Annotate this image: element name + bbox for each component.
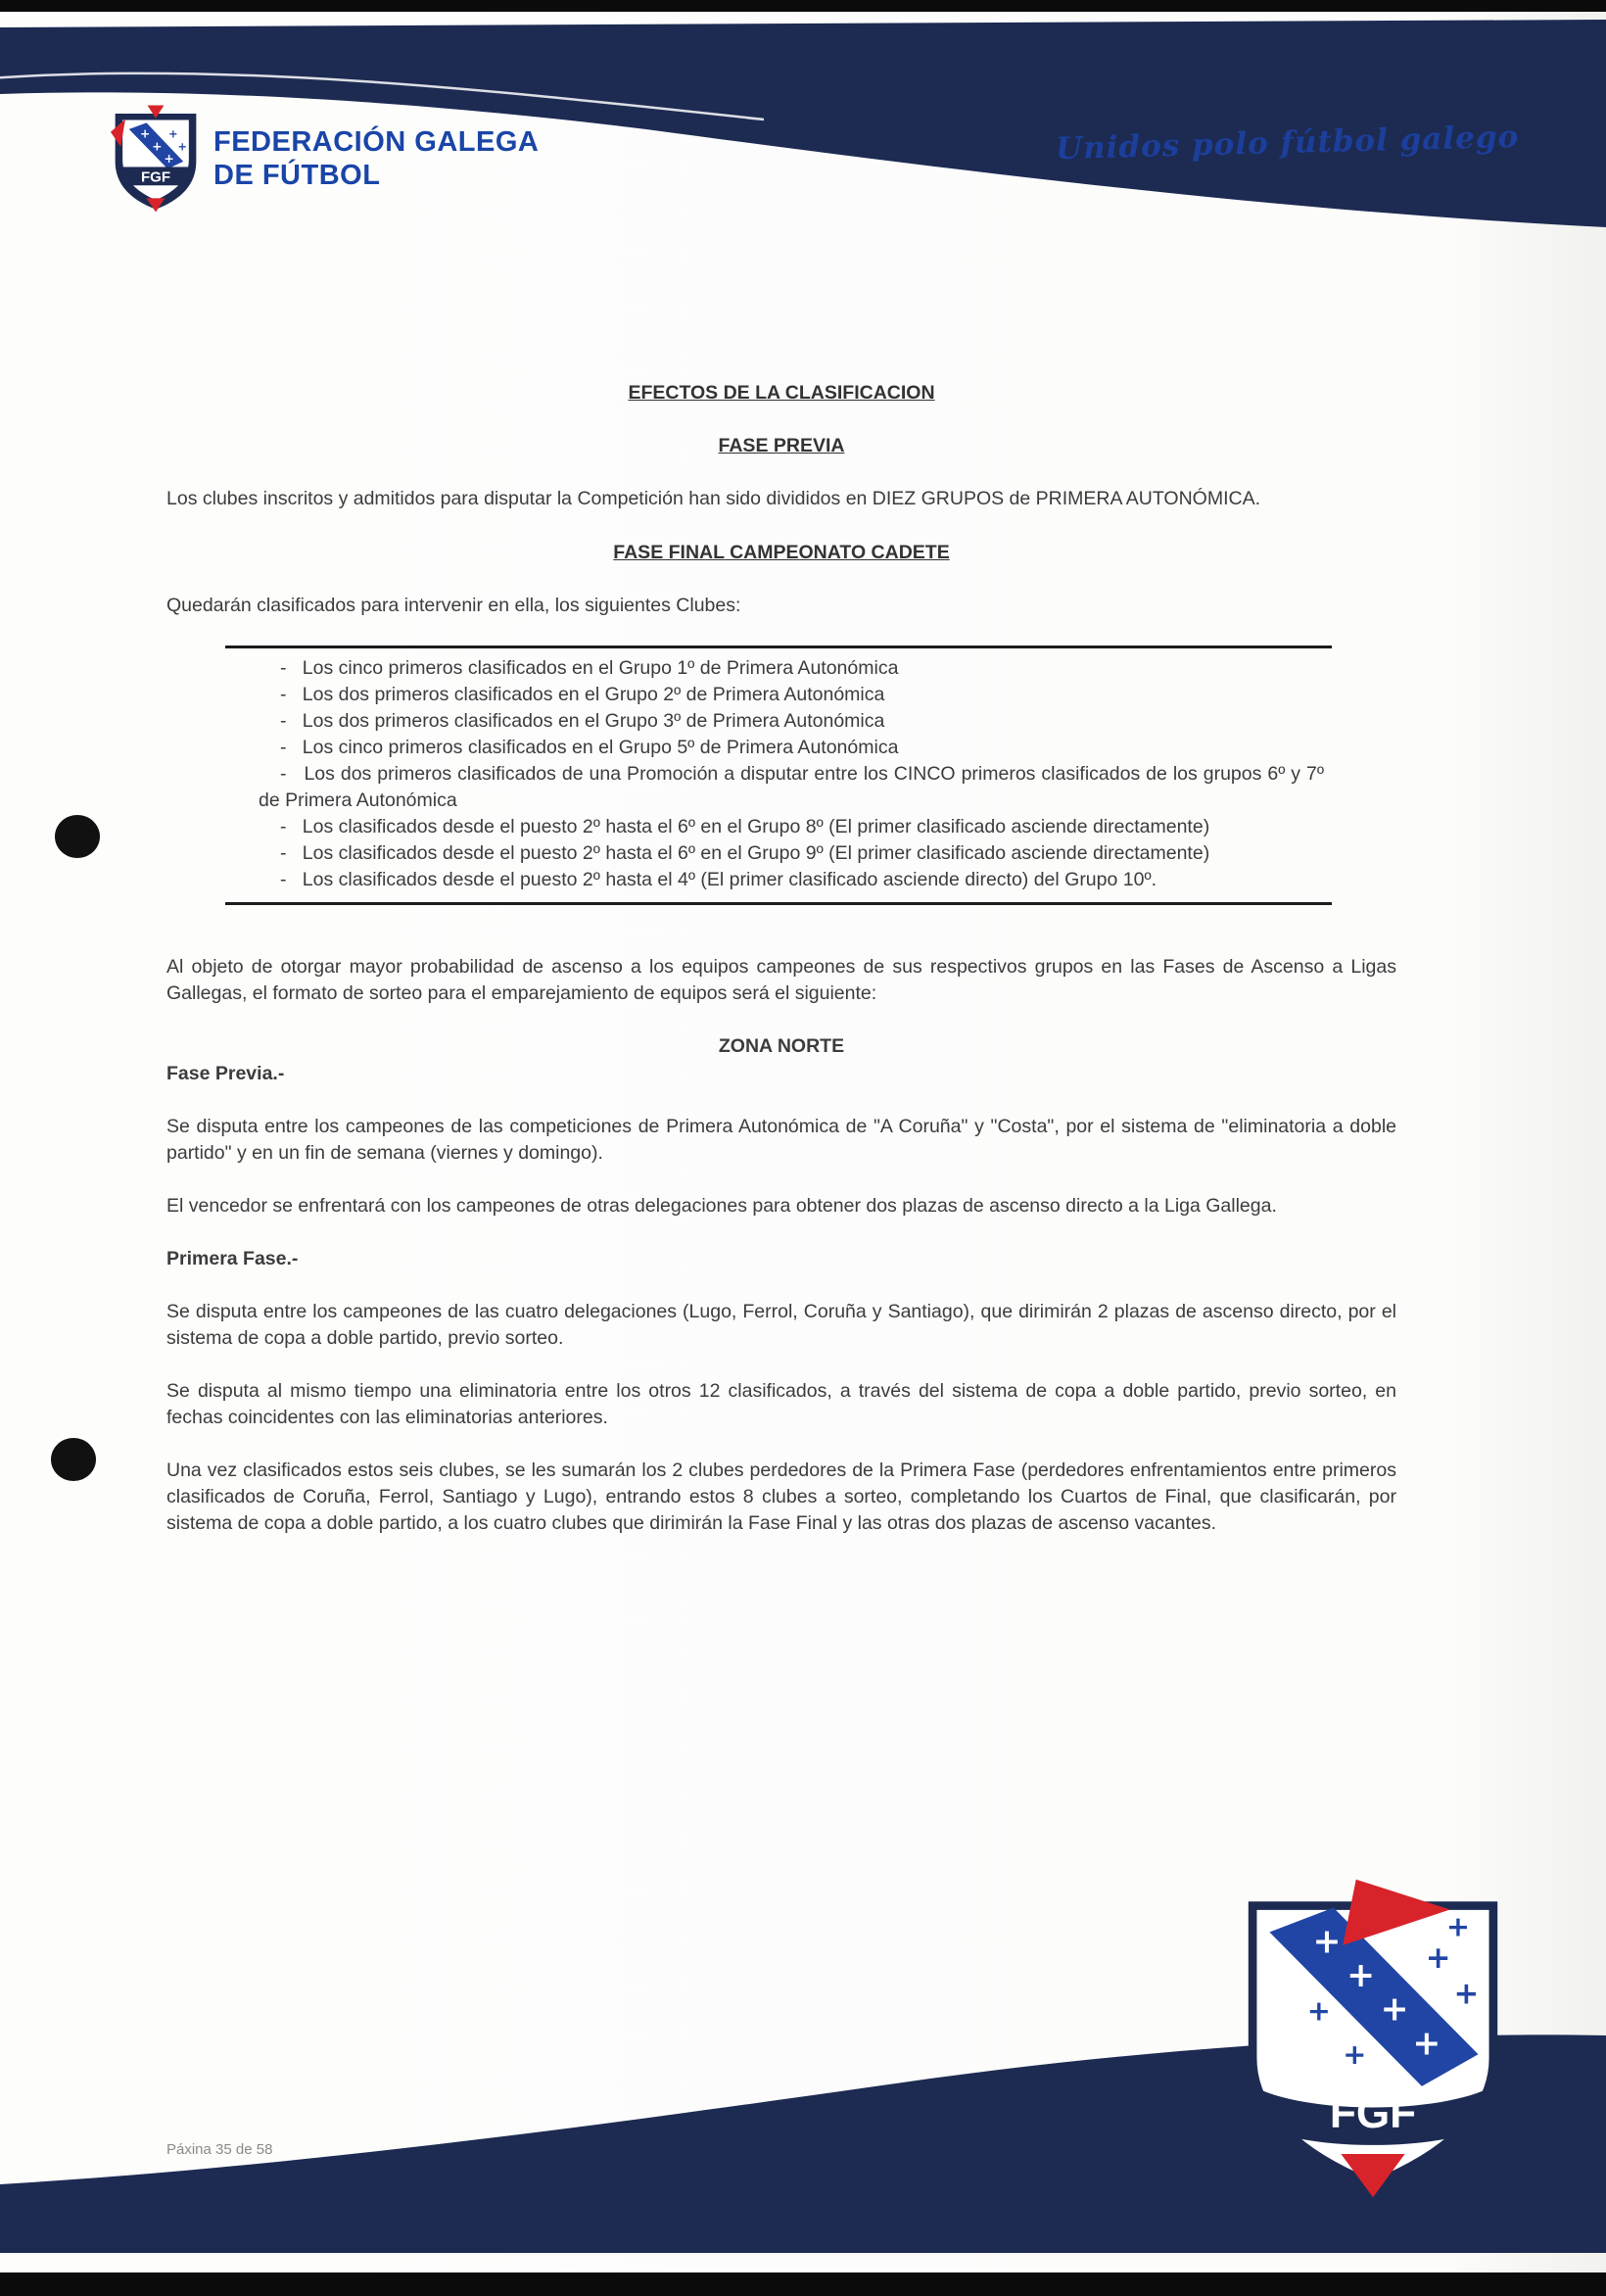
qualification-item: - Los cinco primeros clasificados en el Grupo 5º de Primera Autonómica bbox=[225, 735, 1324, 761]
svg-text:+: + bbox=[168, 127, 178, 141]
svg-text:+: + bbox=[1306, 1993, 1331, 2028]
qualification-item: - Los dos primeros clasificados de una Promoción a disputar entre los CINCO primeros clasificados de los grupos 6º y 7º de Primera Autonómica bbox=[225, 761, 1324, 814]
qualification-item: - Los clasificados desde el puesto 2º hasta el 6º en el Grupo 8º (El primer clasificado asciende directamente) bbox=[225, 814, 1324, 840]
paragraph-ascenso: Al objeto de otorgar mayor probabilidad de ascenso a los equipos campeones de sus respectivos grupos en las Fases de Ascenso a Ligas Gallegas, el formato de sorteo para el emparejamiento de equipos será el siguiente: bbox=[166, 956, 1396, 1004]
paragraph-fase-previa-2: El vencedor se enfrentará con los campeones de otras delegaciones para obtener dos plazas de ascenso directo a la Liga Gallega. bbox=[166, 1195, 1277, 1217]
org-name-line2: DE FÚTBOL bbox=[213, 160, 381, 192]
fgf-logo-header-text: FGF bbox=[140, 168, 171, 186]
heading-primera-fase: Primera Fase.- bbox=[166, 1248, 299, 1269]
svg-text:+: + bbox=[164, 151, 174, 166]
paragraph-fase-previa-1: Se disputa entre los campeones de las competiciones de Primera Autonómica de "A Coruña" y "Costa", por el sistema de "eliminatoria a doble partido" y en un fin de semana (viernes y domingo). bbox=[166, 1116, 1396, 1164]
svg-text:+: + bbox=[1380, 1989, 1409, 2030]
qualification-item: - Los clasificados desde el puesto 2º hasta el 4º (El primer clasificado asciende directo) del Grupo 10º. bbox=[225, 867, 1324, 893]
svg-text:+: + bbox=[177, 140, 188, 154]
qualification-box bbox=[225, 646, 1332, 905]
org-name-line1: FEDERACIÓN GALEGA bbox=[213, 126, 540, 158]
org-name bbox=[213, 125, 539, 192]
subtitle-fase-final: FASE FINAL CAMPEONATO CADETE bbox=[613, 542, 950, 563]
fgf-logo-footer-text: FGF bbox=[1329, 2089, 1417, 2138]
paragraph-intro: Los clubes inscritos y admitidos para disputar la Competición han sido divididos en DIEZ GRUPOS de PRIMERA AUTONÓMICA. bbox=[166, 488, 1261, 509]
heading-zona-norte: ZONA NORTE bbox=[718, 1035, 845, 1057]
scan-edge-bottom bbox=[0, 2272, 1606, 2296]
svg-text:+: + bbox=[1412, 2024, 1441, 2064]
hole-punch-dot bbox=[51, 1438, 96, 1481]
heading-fase-previa: Fase Previa.- bbox=[166, 1063, 285, 1084]
document-title: EFECTOS DE LA CLASIFICACION bbox=[628, 382, 935, 404]
fgf-logo-header bbox=[110, 104, 202, 214]
document-body bbox=[166, 380, 1396, 1537]
paragraph-primera-fase-1: Se disputa entre los campeones de las cuatro delegaciones (Lugo, Ferrol, Coruña y Santiago), que dirimirán 2 plazas de ascenso directo, por el sistema de copa a doble partido, previo sorteo. bbox=[166, 1301, 1396, 1349]
qualification-item: - Los dos primeros clasificados en el Grupo 3º de Primera Autonómica bbox=[225, 708, 1324, 735]
svg-text:+: + bbox=[152, 139, 163, 154]
page-number: Páxina 35 de 58 bbox=[166, 2141, 273, 2158]
svg-text:+: + bbox=[140, 126, 151, 141]
qualification-item: - Los cinco primeros clasificados en el Grupo 1º de Primera Autonómica bbox=[225, 655, 1324, 682]
svg-text:+: + bbox=[1346, 1956, 1376, 1996]
paragraph-primera-fase-3: Una vez clasificados estos seis clubes, se les sumarán los 2 clubes perdedores de la Primera Fase (perdedores enfrentamientos entre primeros clasificados de Coruña, Ferrol, Santiago y Lugo), entrando estos 8 clubes a sorteo, completando los Cuartos de Final, que clasificarán, por sistema de copa a doble partido, a los cuatro clubes que dirimirán la Fase Final y las otras dos plazas de ascenso vacantes. bbox=[166, 1459, 1396, 1534]
svg-text:+: + bbox=[1453, 1976, 1480, 2012]
slogan-script: Unidos polo fútbol galego bbox=[1055, 119, 1520, 167]
subtitle-fase-previa: FASE PREVIA bbox=[718, 435, 845, 456]
scan-edge-top bbox=[0, 0, 1606, 12]
svg-text:+: + bbox=[1425, 1939, 1451, 1976]
qualification-item: - Los dos primeros clasificados en el Grupo 2º de Primera Autonómica bbox=[225, 682, 1324, 708]
svg-text:+: + bbox=[1343, 2036, 1367, 2071]
paragraph-primera-fase-2: Se disputa al mismo tiempo una eliminatoria entre los otros 12 clasificados, a través del sistema de copa a doble partido, previo sorteo, en fechas coincidentes con las eliminatorias anteriores. bbox=[166, 1380, 1396, 1428]
fgf-logo-footer bbox=[1232, 1873, 1514, 2202]
qualification-item: - Los clasificados desde el puesto 2º hasta el 6º en el Grupo 9º (El primer clasificado asciende directamente) bbox=[225, 840, 1324, 867]
paragraph-qualification-intro: Quedarán clasificados para intervenir en ella, los siguientes Clubes: bbox=[166, 595, 741, 616]
svg-text:+: + bbox=[1445, 1909, 1471, 1943]
hole-punch-dot bbox=[55, 815, 100, 858]
svg-text:+: + bbox=[1312, 1922, 1342, 1962]
